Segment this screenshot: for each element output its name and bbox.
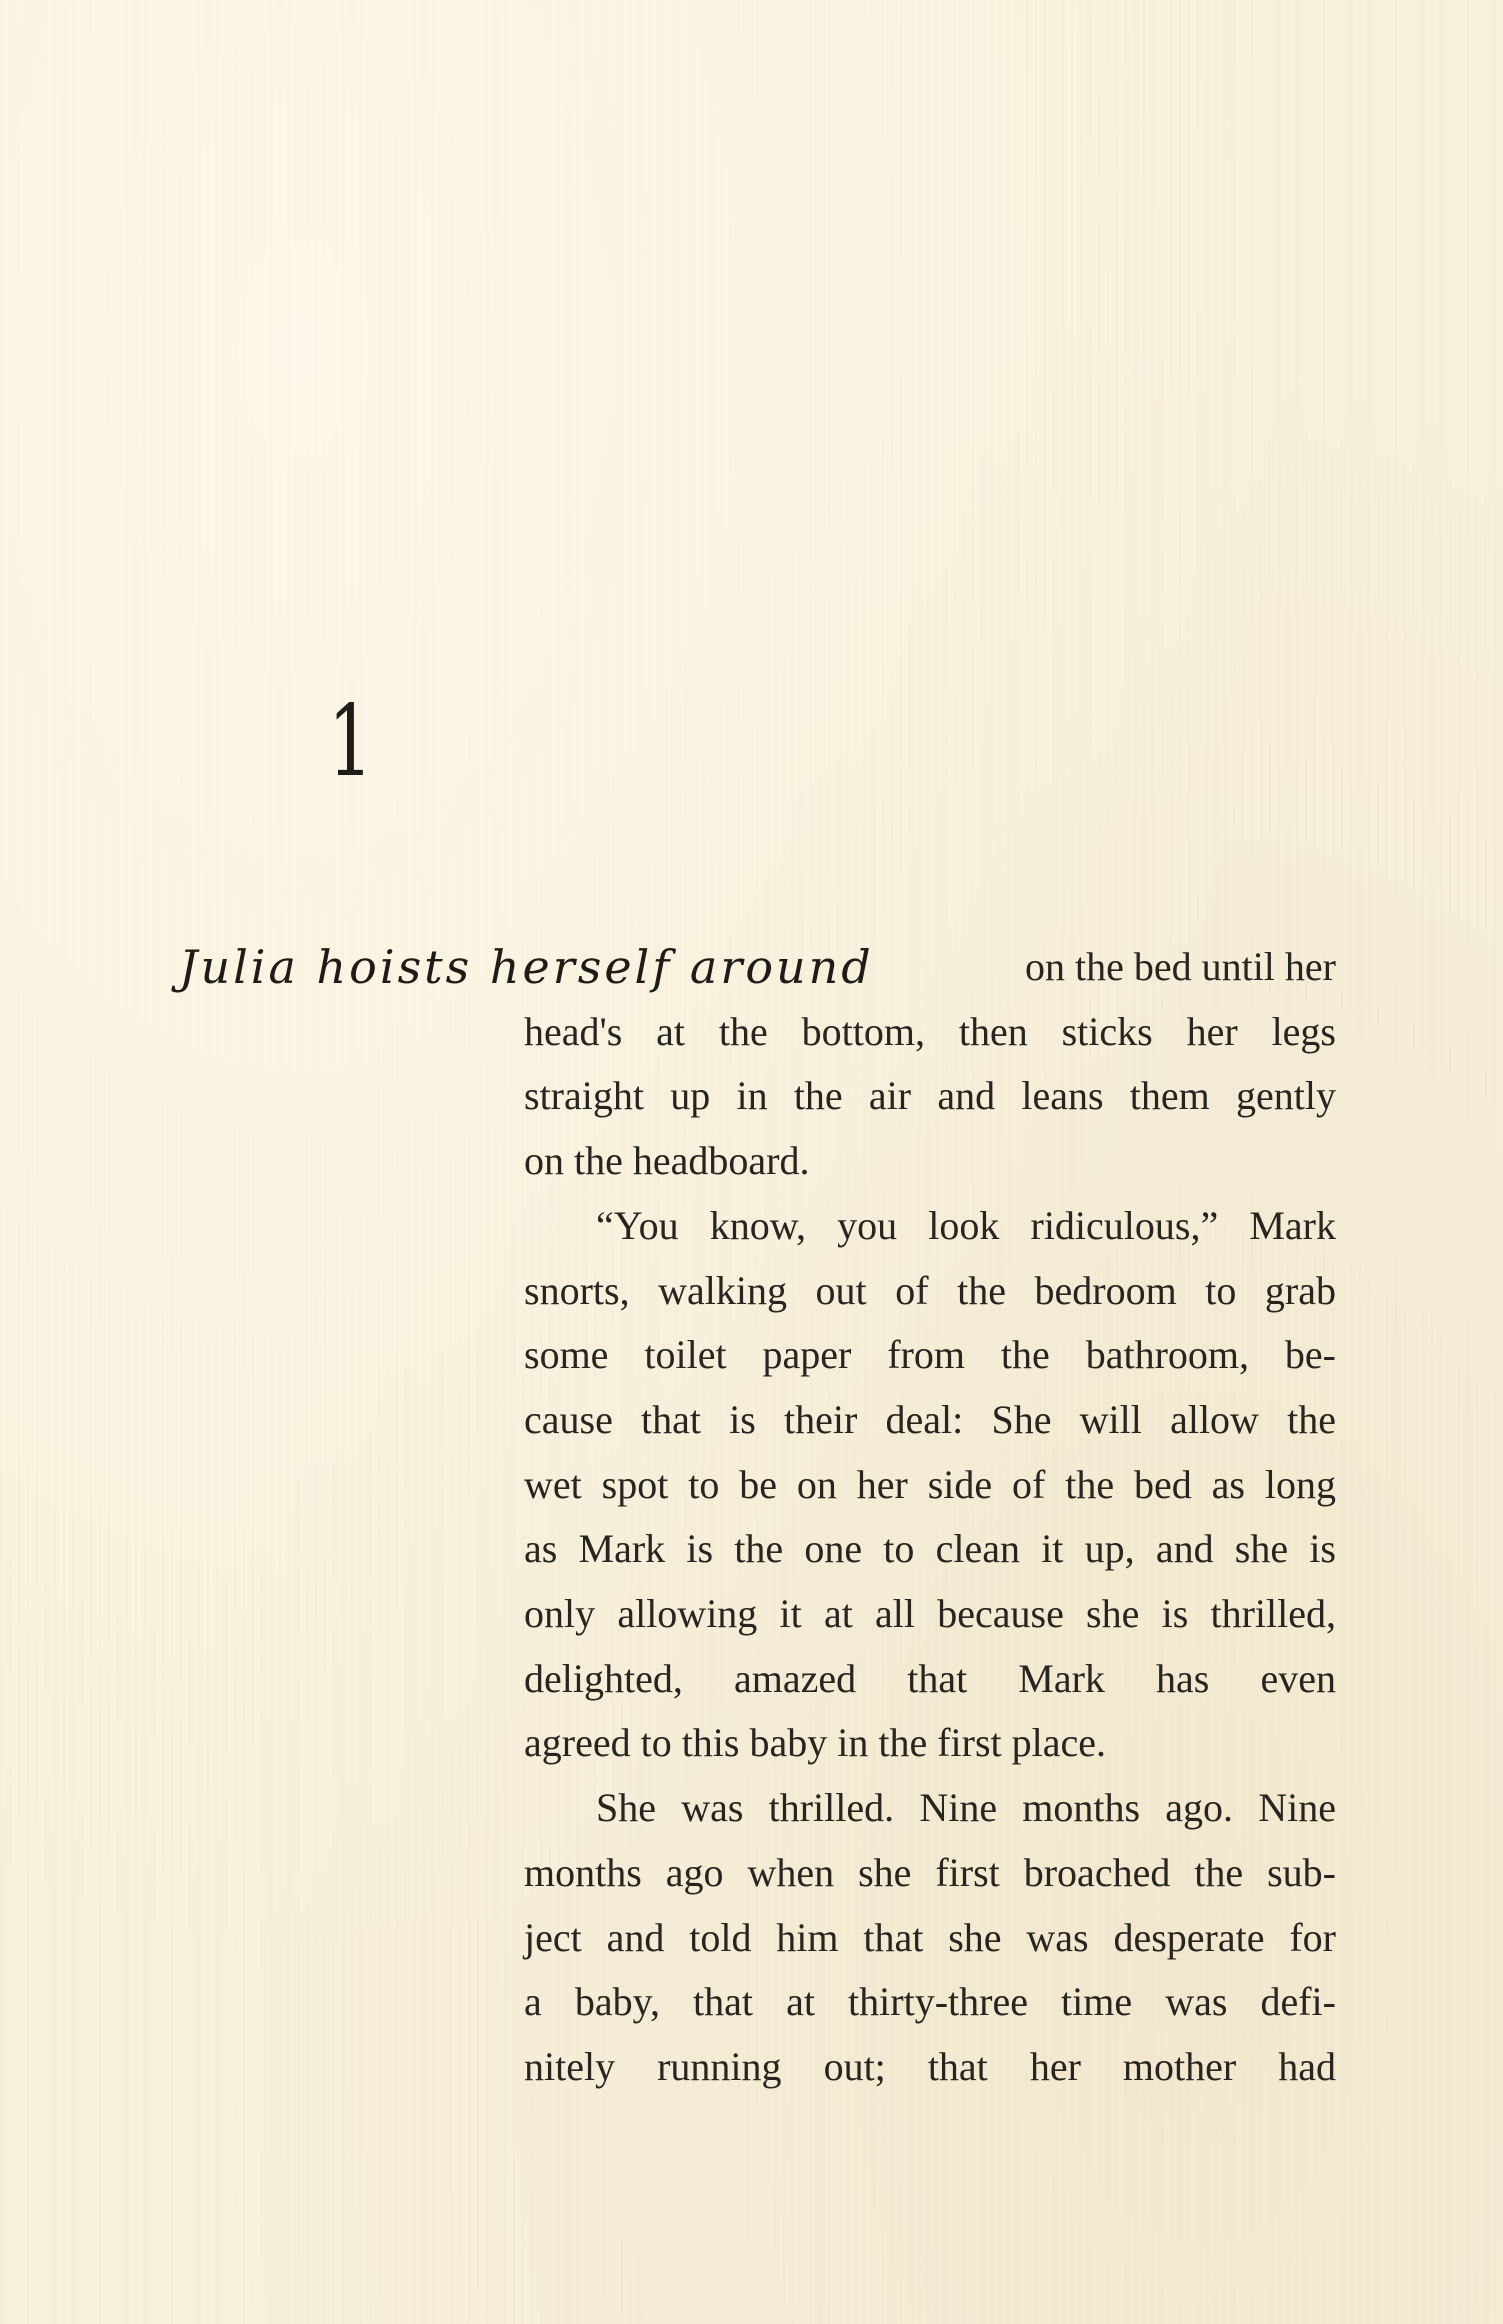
text-line: on the bed until her	[1024, 944, 1336, 989]
text-line: ject and told him that she was desperate for	[524, 1914, 1336, 1960]
text-line: some toilet paper from the bathroom, be-	[524, 1332, 1336, 1378]
text-line: She was thrilled. Nine months ago. Nine	[596, 1785, 1336, 1831]
text-line: as Mark is the one to clean it up, and she is	[524, 1526, 1336, 1572]
chapter-lead-in: Julia hoists herself around	[179, 940, 874, 994]
text-line: wet spot to be on her side of the bed as long	[524, 1461, 1336, 1507]
text-line: “You know, you look ridiculous,” Mark	[596, 1202, 1336, 1248]
text-line: agreed to this baby in the first place.	[524, 1720, 1107, 1766]
text-line: a baby, that at thirty-three time was defi-	[524, 1979, 1336, 2025]
text-line: on the headboard.	[524, 1138, 810, 1184]
text-line: straight up in the air and leans them gently	[524, 1073, 1336, 1119]
text-line: delighted, amazed that Mark has even	[524, 1655, 1336, 1701]
text-line: only allowing it at all because she is thrilled,	[524, 1591, 1336, 1637]
paragraph-2	[524, 1194, 1336, 1776]
text-line: nitely running out; that her mother had	[524, 2043, 1336, 2089]
text-line: months ago when she first broached the sub-	[524, 1849, 1336, 1895]
chapter-number: 1	[328, 685, 373, 799]
text-line: snorts, walking out of the bedroom to grab	[524, 1267, 1336, 1313]
text-line: cause that is their deal: She will allow the	[524, 1396, 1336, 1442]
paragraph-3	[524, 1776, 1336, 2100]
chapter-body	[179, 935, 1336, 2100]
text-line: head's at the bottom, then sticks her legs	[524, 1008, 1336, 1054]
